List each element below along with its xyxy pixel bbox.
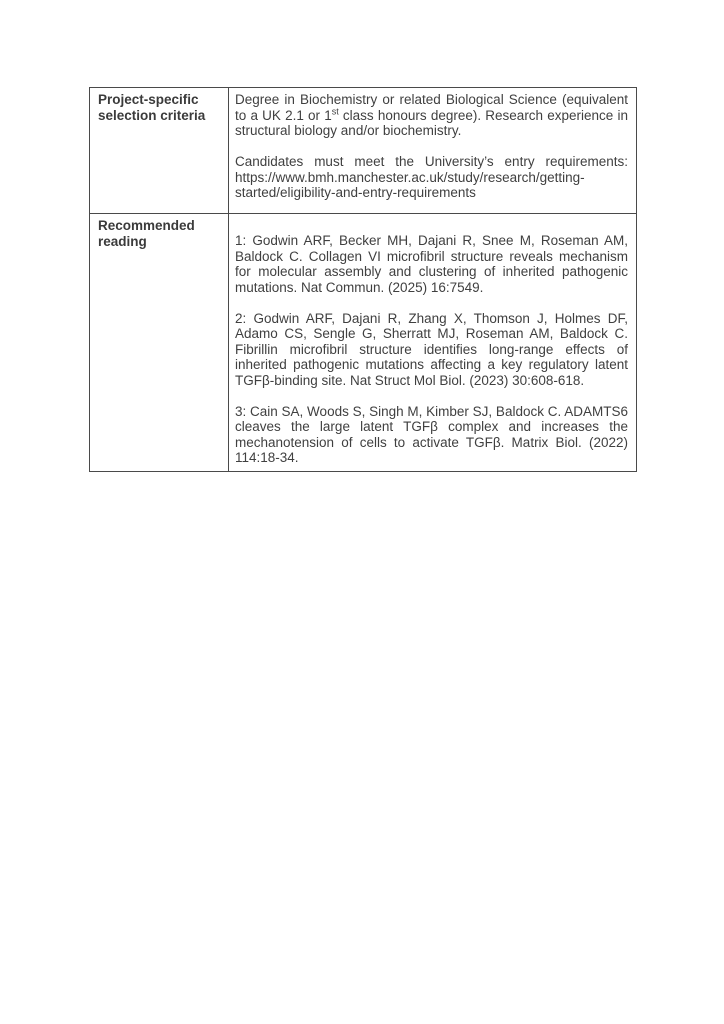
selection-criteria-cell xyxy=(229,88,637,214)
entry-requirements-text: Candidates must meet the University’s entry requirements: xyxy=(235,154,628,169)
table-row-recommended-reading xyxy=(90,214,637,472)
row-header-recommended-reading: Recommended reading xyxy=(90,214,229,472)
recommended-reading-cell xyxy=(229,214,637,472)
degree-text-pre: Degree in Biochemistry or related Biological Science (equivalent to a UK 2.1 or 1 xyxy=(235,92,628,123)
reference-item-2: 2: Godwin ARF, Dajani R, Zhang X, Thomson J, Holmes DF, Adamo CS, Sengle G, Sherratt MJ, Roseman AM, Baldock C. Fibrillin microfibril structure identifies long-range effects of inherited pathogenic mutations affecting a key regulatory latent TGFβ-binding site. Nat Struct Mol Biol. (2023) 30:608-618. xyxy=(235,310,628,388)
table-row-selection-criteria xyxy=(90,88,637,214)
row-header-selection-criteria: Project-specific selection criteria xyxy=(90,88,229,214)
degree-paragraph xyxy=(235,92,628,139)
reference-item-3: 3: Cain SA, Woods S, Singh M, Kimber SJ, Baldock C. ADAMTS6 cleaves the large latent TGFβ complex and increases the mechanotension of cells to activate TGFβ. Matrix Biol. (2022) 114:18-34. xyxy=(235,403,628,465)
project-info-table xyxy=(89,87,637,472)
ordinal-superscript: st xyxy=(331,106,339,116)
entry-requirements-url[interactable]: https://www.bmh.manchester.ac.uk/study/research/getting-started/eligibility-and-entry-requirements xyxy=(235,169,585,200)
degree-text-post: class honours degree). Research experience in structural biology and/or biochemistry. xyxy=(235,107,628,138)
entry-requirements-paragraph xyxy=(235,154,628,201)
reference-item-1: 1: Godwin ARF, Becker MH, Dajani R, Snee M, Roseman AM, Baldock C. Collagen VI microfibril structure reveals mechanism for molecular assembly and clustering of inherited pathogenic mutations. Nat Commun. (2025) 16:7549. xyxy=(235,233,628,295)
